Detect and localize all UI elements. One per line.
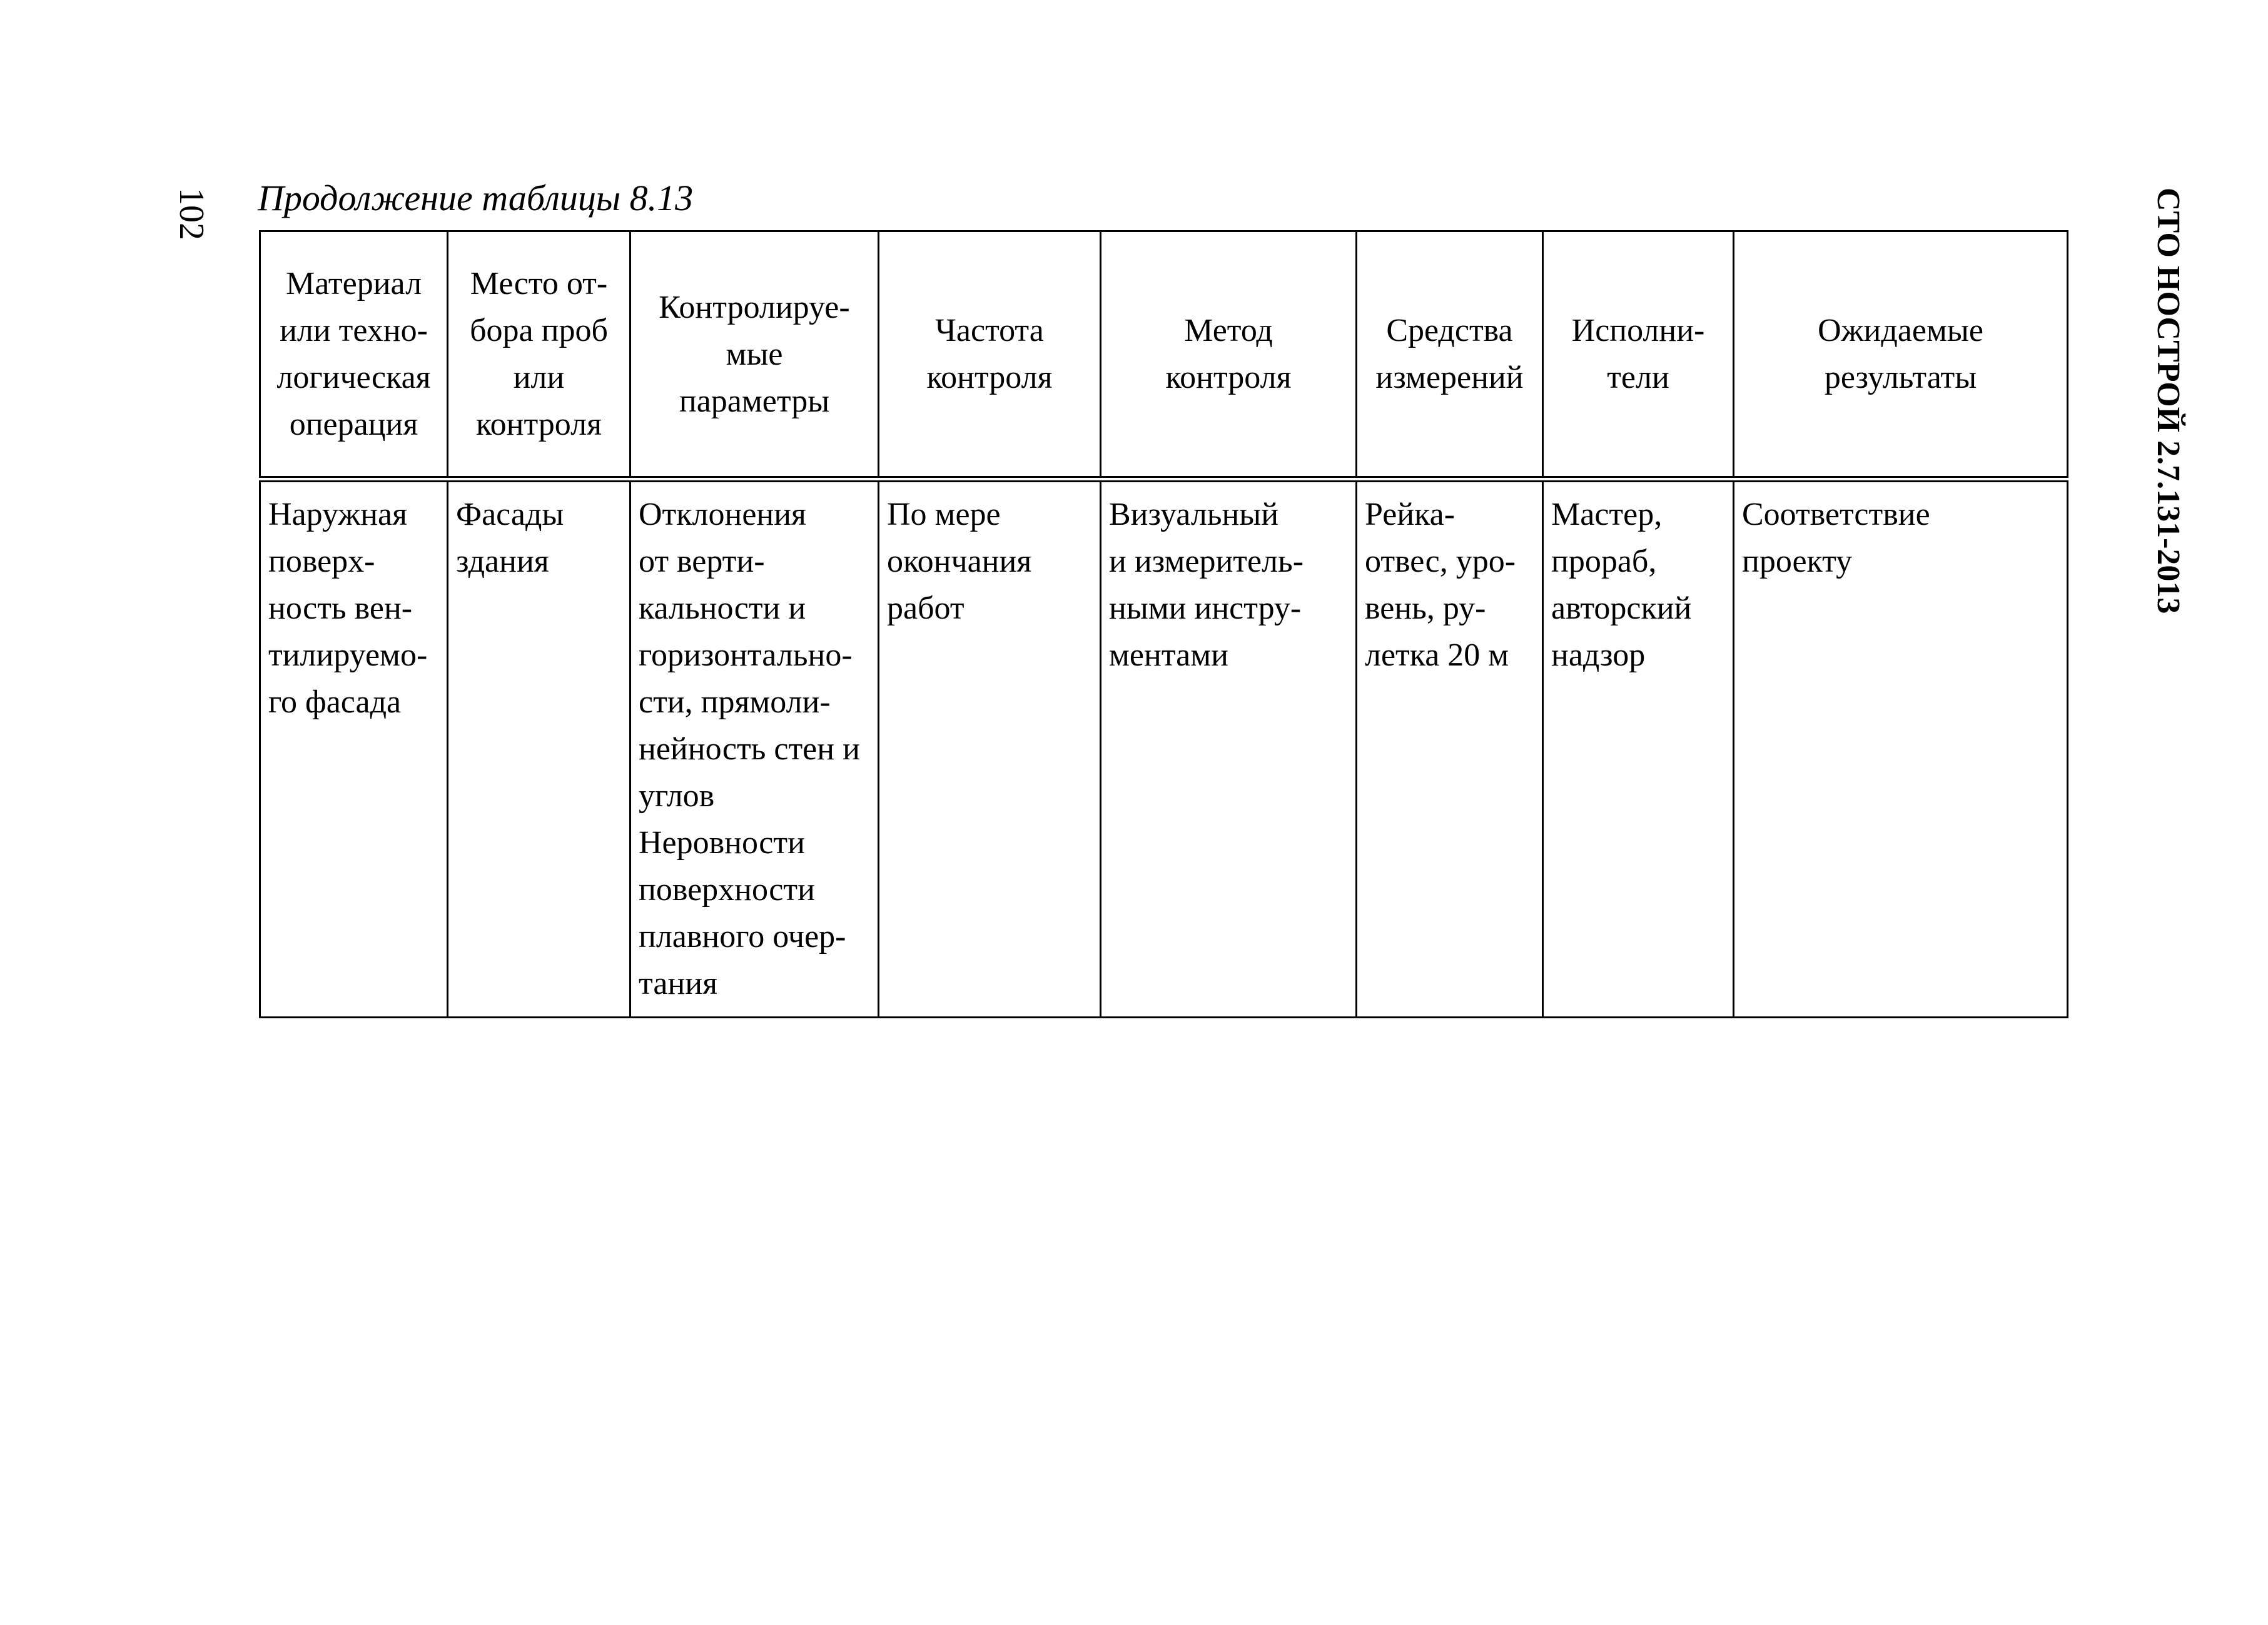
cell-line: летка 20 м	[1365, 637, 1509, 673]
cell-line: надзор	[1551, 637, 1646, 673]
cell-line: от верти-	[639, 544, 765, 579]
cell-line: и измеритель-	[1109, 544, 1304, 579]
cell-line: тания	[639, 966, 718, 1001]
cell-line: прораб,	[1551, 544, 1657, 579]
header-line: Средства	[1386, 313, 1513, 348]
cell-line: авторский	[1551, 590, 1692, 626]
page-number: 102	[172, 188, 211, 240]
cell-line: го фасада	[268, 684, 402, 720]
cell-control-method	[1101, 479, 1357, 1018]
cell-line: Неровности	[639, 825, 805, 861]
header-expected-results	[1734, 231, 2068, 480]
header-line: Место от-	[470, 266, 608, 301]
cell-line: тилируемо-	[268, 637, 428, 673]
cell-line: Рейка-	[1365, 497, 1455, 532]
cell-line: горизонтально-	[639, 637, 853, 673]
header-line: логическая	[276, 360, 431, 395]
cell-line: вень, ру-	[1365, 590, 1486, 626]
header-line: Исполни-	[1571, 313, 1705, 348]
header-line: Частота	[935, 313, 1044, 348]
cell-material	[260, 479, 448, 1018]
header-line: мые	[726, 336, 783, 372]
cell-measuring-tools	[1357, 479, 1543, 1018]
cell-expected-results	[1734, 479, 2068, 1018]
cell-performers	[1543, 479, 1734, 1018]
header-line: контроля	[476, 407, 602, 442]
cell-line: окончания	[887, 544, 1032, 579]
cell-line: поверхности	[639, 872, 815, 908]
cell-line: кальности и	[639, 590, 806, 626]
header-material	[260, 231, 448, 480]
header-line: контроля	[926, 360, 1053, 395]
cell-line: отвес, уро-	[1365, 544, 1516, 579]
header-line: измерений	[1375, 360, 1524, 395]
header-line: Ожидаемые	[1818, 313, 1983, 348]
cell-line: Наружная	[268, 497, 408, 532]
cell-line: поверх-	[268, 544, 375, 579]
header-row	[260, 231, 2068, 480]
cell-line: ментами	[1109, 637, 1228, 673]
table-header	[260, 231, 2068, 480]
header-sampling-place	[448, 231, 630, 480]
header-line: параметры	[679, 383, 830, 419]
cell-line: плавного очер-	[639, 919, 846, 954]
control-table	[259, 230, 2068, 1018]
header-line: результаты	[1824, 360, 1977, 395]
cell-line: нейность стен и	[639, 731, 860, 767]
header-line: или техно-	[280, 313, 428, 348]
table-caption: Продолжение таблицы 8.13	[258, 178, 694, 218]
header-line: Контролируе-	[659, 289, 850, 325]
cell-line: работ	[887, 590, 964, 626]
cell-line: Визуальный	[1109, 497, 1279, 532]
cell-line: Фасады	[456, 497, 564, 532]
header-line: Метод	[1184, 313, 1273, 348]
header-line: операция	[289, 407, 418, 442]
cell-line: Отклонения	[639, 497, 806, 532]
header-line: тели	[1607, 360, 1669, 395]
cell-line: ными инстру-	[1109, 590, 1302, 626]
cell-line: проекту	[1742, 544, 1853, 579]
cell-line: Мастер,	[1551, 497, 1663, 532]
header-line: Материал	[285, 266, 422, 301]
cell-line: сти, прямоли-	[639, 684, 831, 720]
header-line: или	[513, 360, 565, 395]
table-row	[260, 479, 2068, 1018]
header-control-method	[1101, 231, 1357, 480]
header-line: контроля	[1165, 360, 1292, 395]
cell-line: По мере	[887, 497, 1001, 532]
header-line: бора проб	[470, 313, 608, 348]
cell-line: углов	[639, 778, 715, 814]
cell-control-frequency	[879, 479, 1101, 1018]
cell-line: ность вен-	[268, 590, 413, 626]
cell-controlled-parameters	[630, 479, 879, 1018]
cell-sampling-place	[448, 479, 630, 1018]
document-code: СТО НОСТРОЙ 2.7.131-2013	[2150, 188, 2186, 614]
header-control-frequency	[879, 231, 1101, 480]
header-measuring-tools	[1357, 231, 1543, 480]
table-body	[260, 479, 2068, 1018]
cell-line: здания	[456, 544, 549, 579]
header-performers	[1543, 231, 1734, 480]
header-controlled-parameters	[630, 231, 879, 480]
cell-line: Соответствие	[1742, 497, 1930, 532]
